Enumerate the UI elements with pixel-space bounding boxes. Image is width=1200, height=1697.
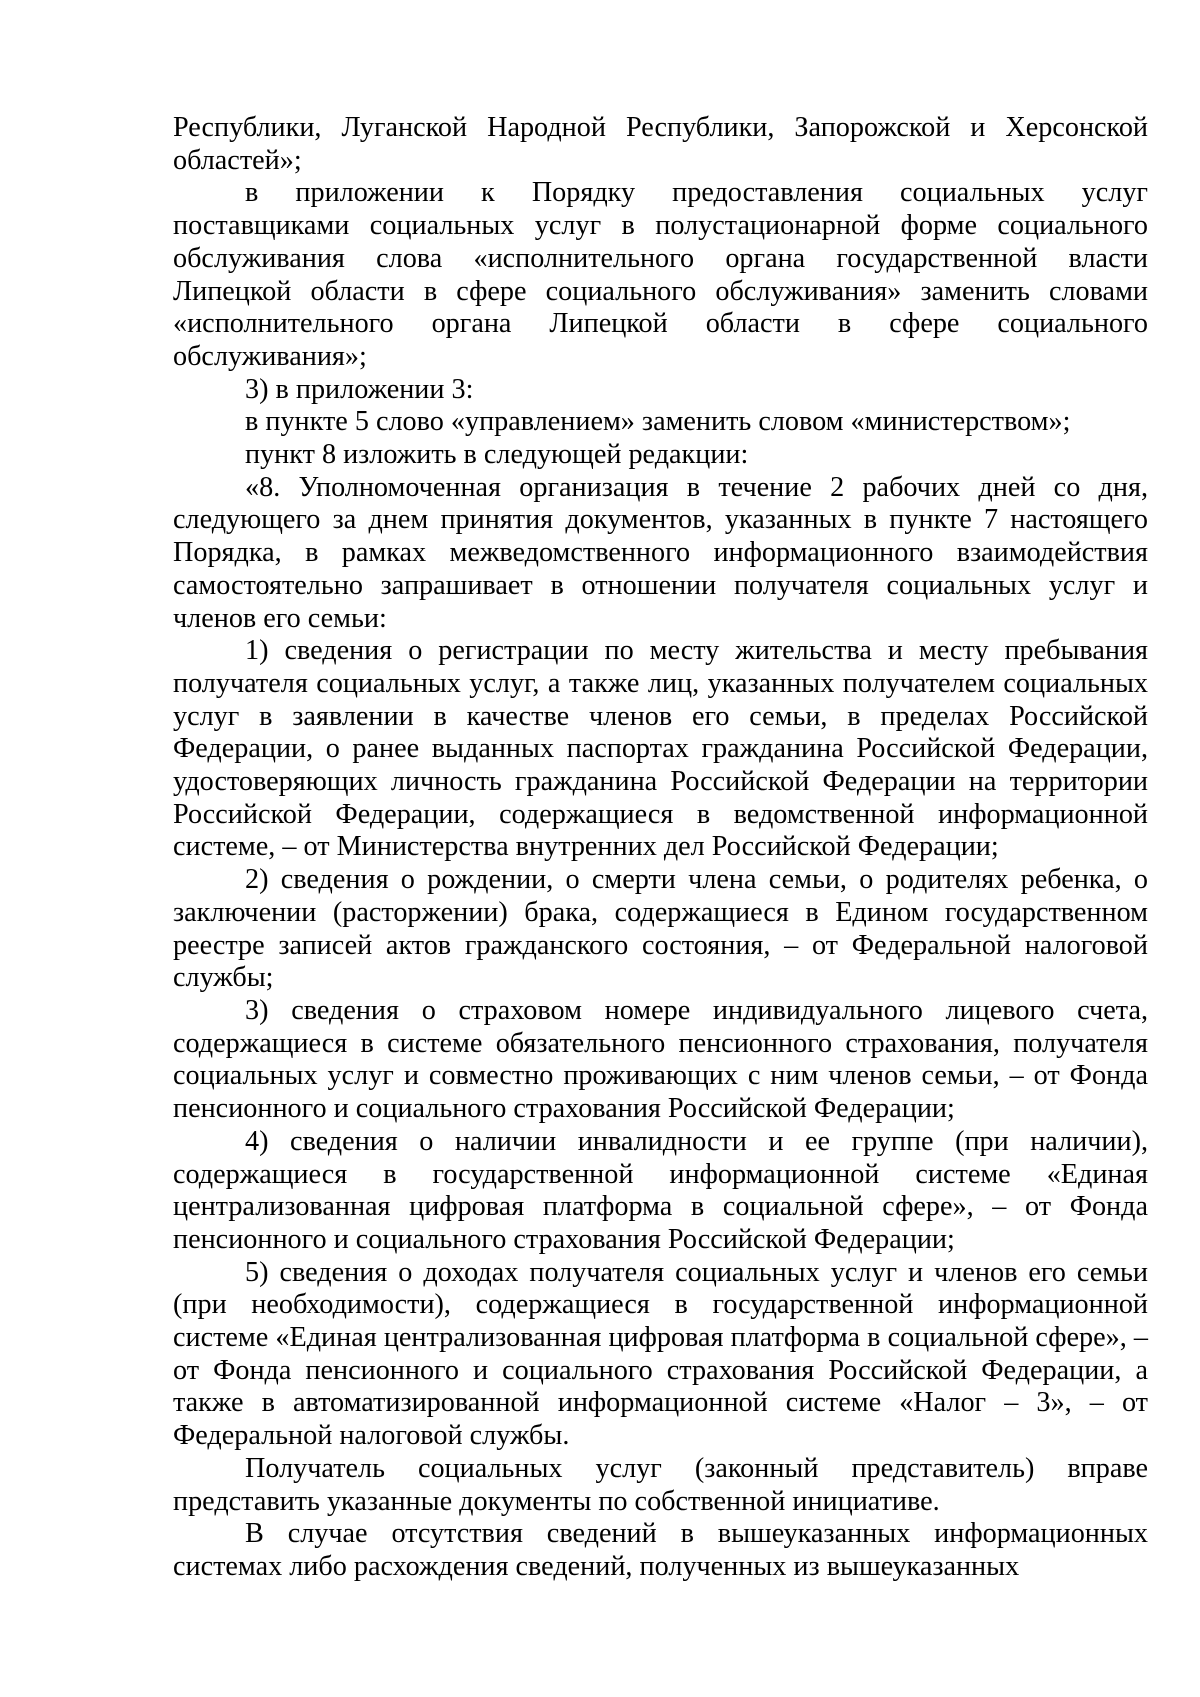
paragraph: в приложении к Порядку предоставления социальных услуг поставщиками социальных услуг в полустационарной форме социального обслуживания слова «исполнительного органа государственной власти Липецкой области в сфере социального обслуживания» заменить словами «исполнительного органа Липецкой области в сфере социального обслуживания»;: [173, 177, 1148, 372]
paragraph: 1) сведения о регистрации по месту жительства и месту пребывания получателя социальных услуг, а также лиц, указанных получателем социальных услуг в заявлении в качестве членов его семьи, в пределах Российской Федерации, о ранее выданных паспортах гражданина Российской Федерации, удостоверяющих личность гражданина Российской Федерации на территории Российской Федерации, содержащиеся в ведомственной информационной системе, – от Министерства внутренних дел Российской Федерации;: [173, 635, 1148, 863]
paragraph: пункт 8 изложить в следующей редакции:: [245, 439, 749, 471]
paragraph: 5) сведения о доходах получателя социальных услуг и членов его семьи (при необходимости), содержащиеся в государственной информационной системе «Единая централизованная цифровая платформа в социальной сфере», – от Фонда пенсионного и социального страхования Российской Федерации, а также в автоматизированной информационной системе «Налог – 3», – от Федеральной налоговой службы.: [173, 1256, 1148, 1452]
paragraph: Республики, Луганской Народной Республики, Запорожской и Херсонской областей»;: [173, 112, 1148, 176]
paragraph: «8. Уполномоченная организация в течение 2 рабочих дней со дня, следующего за днем принятия документов, указанных в пункте 7 настоящего Порядка, в рамках межведомственного информационного взаимодействия самостоятельно запрашивает в отношении получателя социальных услуг и членов его семьи:: [173, 471, 1148, 634]
paragraph: 2) сведения о рождении, о смерти члена семьи, о родителях ребенка, о заключении (расторжении) брака, содержащиеся в Едином государственном реестре записей актов гражданского состояния, – от Федеральной налоговой службы;: [173, 864, 1148, 994]
paragraph: 3) сведения о страховом номере индивидуального лицевого счета, содержащиеся в системе обязательного пенсионного страхования, получателя социальных услуг и совместно проживающих с ним членов семьи, – от Фонда пенсионного и социального страхования Российской Федерации;: [173, 994, 1148, 1125]
paragraph: В случае отсутствия сведений в вышеуказанных информационных системах либо расхождения сведений, полученных из вышеуказанных: [173, 1518, 1148, 1582]
document-body: [173, 112, 1148, 1584]
paragraph: Получатель социальных услуг (законный представитель) вправе представить указанные документы по собственной инициативе.: [173, 1452, 1148, 1517]
paragraph: 4) сведения о наличии инвалидности и ее группе (при наличии), содержащиеся в государственной информационной системе «Единая централизованная цифровая платформа в социальной сфере», – от Фонда пенсионного и социального страхования Российской Федерации;: [173, 1125, 1148, 1255]
paragraph: в пункте 5 слово «управлением» заменить словом «министерством»;: [245, 406, 1071, 438]
paragraph: 3) в приложении 3:: [245, 373, 474, 405]
